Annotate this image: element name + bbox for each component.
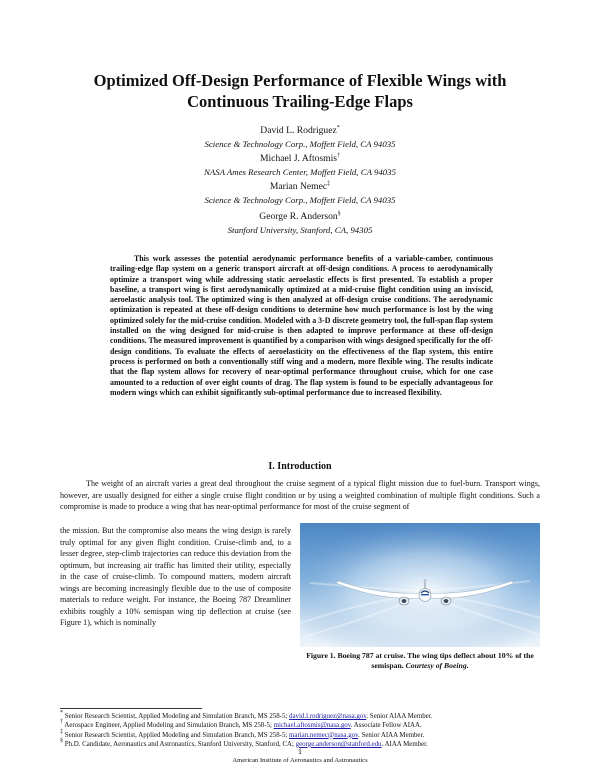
paper-title-line-2: Continuous Trailing-Edge Flaps bbox=[187, 92, 413, 111]
author-3 bbox=[100, 181, 500, 193]
author-name: George R. Anderson bbox=[259, 211, 338, 222]
author-1 bbox=[100, 125, 500, 137]
footnote-text: Aerospace Engineer, Applied Modeling and Simulation Branch, MS 258-5; bbox=[64, 722, 274, 730]
email-link[interactable]: david.l.rodriguez@nasa.gov bbox=[289, 713, 367, 720]
footnote-text: Ph.D. Candidate, Aeronautics and Astronautics, Stanford University, Stanford, CA; bbox=[64, 740, 296, 748]
footnote-text: Senior Research Scientist, Applied Modeling and Simulation Branch, MS 258-5; bbox=[64, 731, 290, 739]
author-name: Marian Nemec bbox=[269, 181, 328, 192]
abstract: This work assesses the potential aerodynamic performance benefits of a variable-camber, continuous trailing-edge flap system on a generic transport aircraft at off-design conditions. A process to aerodynamically optimize a transport wing while addressing static aeroelastic effects is first presented. To establish a proper baseline, a transport wing is first aerodynamically optimized at a mid-cruise flight condition using an inviscid, aeroelastic analysis tool. The optimized wing is then analyzed at off-design cruise conditions. The aerodynamic optimization is repeated at these off-design conditions to determine how much performance is lost by the wing optimized solely for the mid-cruise condition. Modeled with a 3-D discrete geometry tool, the full-span flap system installed on the wing designed for mid-cruise is then adapted to improve performance at these off-design conditions. The measured improvement is quantified by a comparison with wings designed specifically for the off-design conditions. To evaluate the effects of aeroelasticity on the effectiveness of the flap system, this entire process is performed on both a conventionally stiff wing and a modern, more flexible wing. The results indicate that the flap system allows for recovery of near-optimal performance throughout cruise, which for one case amounted to a reduction of over eight counts of drag. The flap system is found to be especially advantageous for modern wings which can exhibit significantly sub-optimal performance due to increased flexibility. bbox=[110, 254, 493, 397]
footnote-tail: . AIAA Member. bbox=[381, 740, 428, 748]
intro-paragraph-column: the mission. But the compromise also means the wing design is rarely truly optimal for any given flight condition. Cruise-climb and, to a lesser degree, step-climb trajectories can reduce this deviation from the optimum, but increasing air traffic has limited their utility, especially in the case of cruise-climb. To compound matters, modern aircraft wings are becoming increasingly flexible due to the use of composite materials to reduce weight. For instance, the Boeing 787 Dreamliner exhibits roughly a 10% semispan wing tip deflection at cruise (see Figure 1), which is nominally bbox=[60, 526, 291, 627]
affiliation-3: Science & Technology Corp., Moffett Field, CA 94035 bbox=[204, 195, 396, 205]
author-name: Michael J. Aftosmis bbox=[259, 153, 337, 164]
caption-credit-period: . bbox=[466, 661, 469, 670]
section-heading: I. Introduction bbox=[268, 461, 332, 472]
author-4 bbox=[100, 211, 500, 223]
footnote-2 bbox=[60, 721, 560, 730]
footnote-mark: ‡ bbox=[60, 728, 63, 735]
aircraft-photo-illustration bbox=[300, 523, 540, 647]
footnote-tail: . Associate Fellow AIAA. bbox=[350, 722, 422, 730]
page-footer: American Institute of Aeronautics and Astronautics bbox=[232, 757, 368, 764]
affiliation-1: Science & Technology Corp., Moffett Field, CA 94035 bbox=[204, 139, 396, 149]
email-link[interactable]: michael.aftosmis@nasa.gov bbox=[273, 722, 351, 730]
figure-1-boeing-787-photo bbox=[300, 523, 540, 647]
email-link[interactable]: marian.nemec@nasa.gov bbox=[289, 731, 359, 739]
affiliation-4: Stanford University, Stanford, CA, 94305 bbox=[227, 225, 373, 235]
footnote-tail: . Senior AIAA Member. bbox=[366, 713, 433, 720]
footnotes bbox=[60, 712, 560, 749]
author-2 bbox=[100, 153, 500, 165]
footnote-1 bbox=[60, 712, 560, 721]
footnote-mark: * bbox=[60, 710, 63, 716]
author-name: David L. Rodriguez bbox=[260, 125, 337, 136]
email-link[interactable]: george.anderson@stanford.edu bbox=[295, 740, 382, 748]
caption-text: Figure 1. Boeing 787 at cruise. The wing tips deflect about 10% of the semispan. bbox=[306, 651, 534, 670]
paper-title-line-1: Optimized Off-Design Performance of Flexible Wings with bbox=[93, 71, 507, 90]
footnote-mark: § bbox=[337, 211, 341, 217]
footnote-mark: † bbox=[337, 153, 340, 159]
footnote-text: Senior Research Scientist, Applied Modeling and Simulation Branch, MS 258-5; bbox=[64, 713, 290, 720]
page-number: 1 bbox=[298, 747, 302, 756]
intro-paragraph-full-width: The weight of an aircraft varies a great deal throughout the cruise segment of a typical flight mission due to fuel-burn. Transport wings, however, are usually designed for either a single cruise flight condition or by using a weighted combination of multiple flight conditions. Such a compromise is made to produce a wing that has near-optimal performance for most of the cruise segment of bbox=[60, 479, 540, 511]
footnote-mark: * bbox=[336, 125, 340, 131]
footnote-mark: † bbox=[60, 719, 63, 726]
footnote-rule bbox=[60, 708, 202, 709]
footnote-tail: . Senior AIAA Member. bbox=[358, 731, 425, 739]
footnote-mark: § bbox=[60, 737, 63, 744]
caption-credit: Courtesy of Boeing bbox=[405, 661, 467, 670]
figure-1-caption bbox=[300, 651, 540, 671]
affiliation-2: NASA Ames Research Center, Moffett Field, CA 94035 bbox=[204, 167, 396, 177]
footnote-mark: ‡ bbox=[327, 181, 331, 187]
footnote-3 bbox=[60, 728, 560, 740]
